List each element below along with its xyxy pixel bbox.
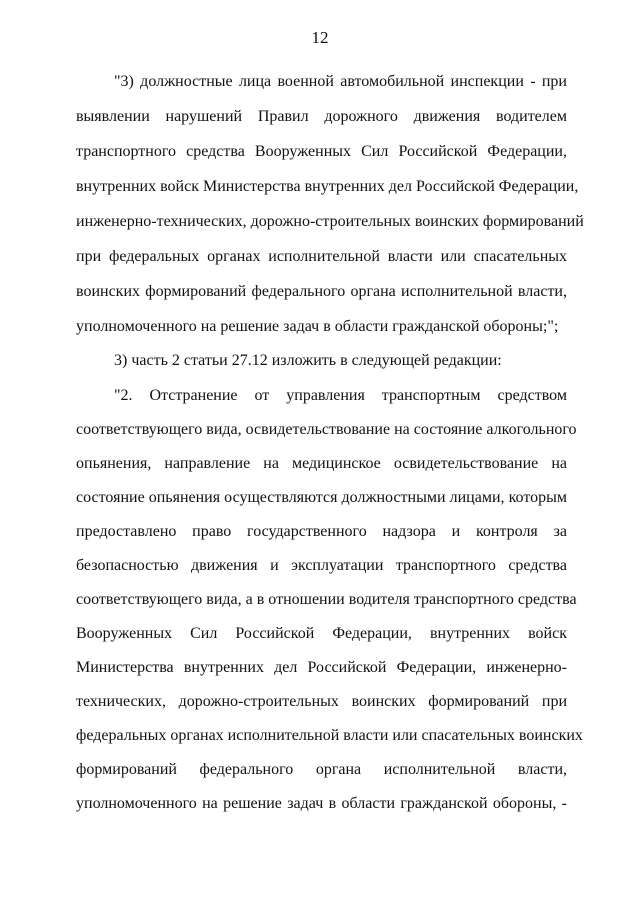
text-line: предоставлено право государственного надзора и контроля за <box>76 523 567 540</box>
text-line: при федеральных органах исполнительной власти или спасательных <box>76 248 567 265</box>
text-line: федеральных органах исполнительной власти или спасательных воинских <box>76 727 583 744</box>
text-line: выявлении нарушений Правил дорожного движения водителем <box>76 108 567 125</box>
text-line: Вооруженных Сил Российской Федерации, внутренних войск <box>76 625 567 642</box>
text-line: "2. Отстранение от управления транспортным средством <box>114 387 567 404</box>
text-line: опьянения, направление на медицинское освидетельствование на <box>76 455 567 472</box>
text-line: уполномоченного на решение задач в области гражданской обороны, - <box>76 795 567 812</box>
text-line: 3) часть 2 статьи 27.12 изложить в следующей редакции: <box>114 352 502 369</box>
text-line: внутренних войск Министерства внутренних дел Российской Федерации, <box>76 178 579 195</box>
text-line: состояние опьянения осуществляются должностными лицами, которым <box>76 489 567 506</box>
text-line: соответствующего вида, освидетельствование на состояние алкогольного <box>76 421 577 438</box>
text-line: соответствующего вида, а в отношении водителя транспортного средства <box>76 591 577 608</box>
text-line: технических, дорожно-строительных воинских формирований при <box>76 693 567 710</box>
text-line: безопасностью движения и эксплуатации транспортного средства <box>76 557 567 574</box>
text-line: "3) должностные лица военной автомобильной инспекции - при <box>114 73 567 90</box>
text-line: транспортного средства Вооруженных Сил Российской Федерации, <box>76 143 567 160</box>
page-number: 12 <box>311 28 329 47</box>
text-line: Министерства внутренних дел Российской Федерации, инженерно- <box>76 659 567 676</box>
text-line: формирований федерального органа исполнительной власти, <box>76 761 567 778</box>
text-line: воинских формирований федерального органа исполнительной власти, <box>76 283 567 300</box>
text-line: уполномоченного на решение задач в области гражданской обороны;"; <box>76 318 559 335</box>
text-line: инженерно-технических, дорожно-строительных воинских формирований <box>76 213 584 230</box>
